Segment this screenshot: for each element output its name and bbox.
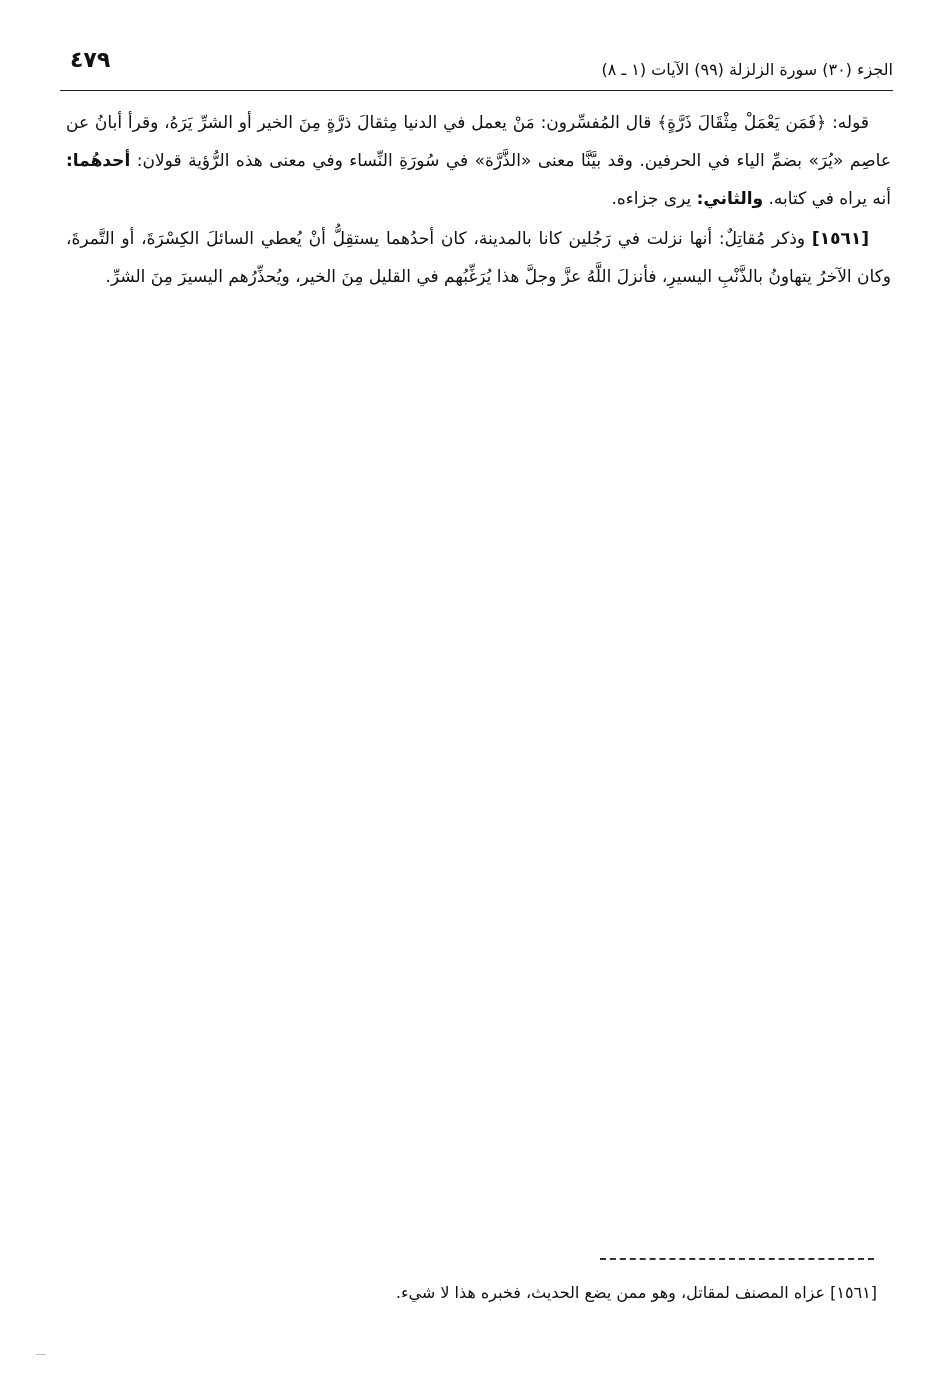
narration-text: وذكر مُقاتِلٌ: أنها نزلت في رَجُلين كانا بالمدينة، كان أحدُهما يستقِلُّ أنْ يُعطي السائلَ الكِسْرَةَ، أو التَّمرةَ، وكان الآخرُ يتهاونُ بالذَّنْبِ اليسيرِ، فأنزلَ اللَّهُ عزَّ وجلَّ هذا يُرَغِّبُهم في القليل مِنَ الخير، ويُحذِّرُهم اليسيرَ مِنَ الشرِّ. [66,229,891,287]
second-opinion-text: يرى جزاءه. [611,189,692,209]
commentary-intro: قوله: ﴿فَمَن يَعْمَلْ مِثْقَالَ ذَرَّةٍ﴾ قال المُفسِّرون: مَنْ يعمل في الدنيا مِثقالَ ذرَّةٍ مِنَ الخير أو الشرِّ يَرَهُ، وقرأ أبانُ عن عاصِم «يُرَ» بضمِّ الياء في الحرفين. وقد بيَّنَّا معنى «الذَّرَّة» في سُورَةِ النِّساء وفي معنى هذه الرُّؤية قولان: [66,113,891,171]
chapter-title: الجزء (٣٠) سورة الزلزلة (٩٩) الآيات (١ ـ ٨) [601,60,893,79]
paragraph-narration [66,220,891,296]
second-opinion-label: والثاني: [696,189,764,209]
footnote-text: عزاه المصنف لمقاتل، وهو ممن يضع الحديث، فخبره هذا لا شيء. [395,1283,826,1302]
page-number: ٤٧٩ [70,48,111,73]
running-header [60,44,893,86]
footnote-divider [600,1258,874,1260]
footnote-ref-number: [١٥٦١] [830,1283,877,1302]
scan-margin-mark [36,1354,46,1355]
first-opinion-text: أنه يراه في كتابه. [768,189,891,209]
header-divider [60,90,893,91]
main-text [66,104,891,296]
paragraph-commentary [66,104,891,218]
footnote [66,1278,877,1308]
narration-ref-number: [١٥٦١] [811,229,869,249]
first-opinion-label: أحدهُما: [66,151,131,171]
